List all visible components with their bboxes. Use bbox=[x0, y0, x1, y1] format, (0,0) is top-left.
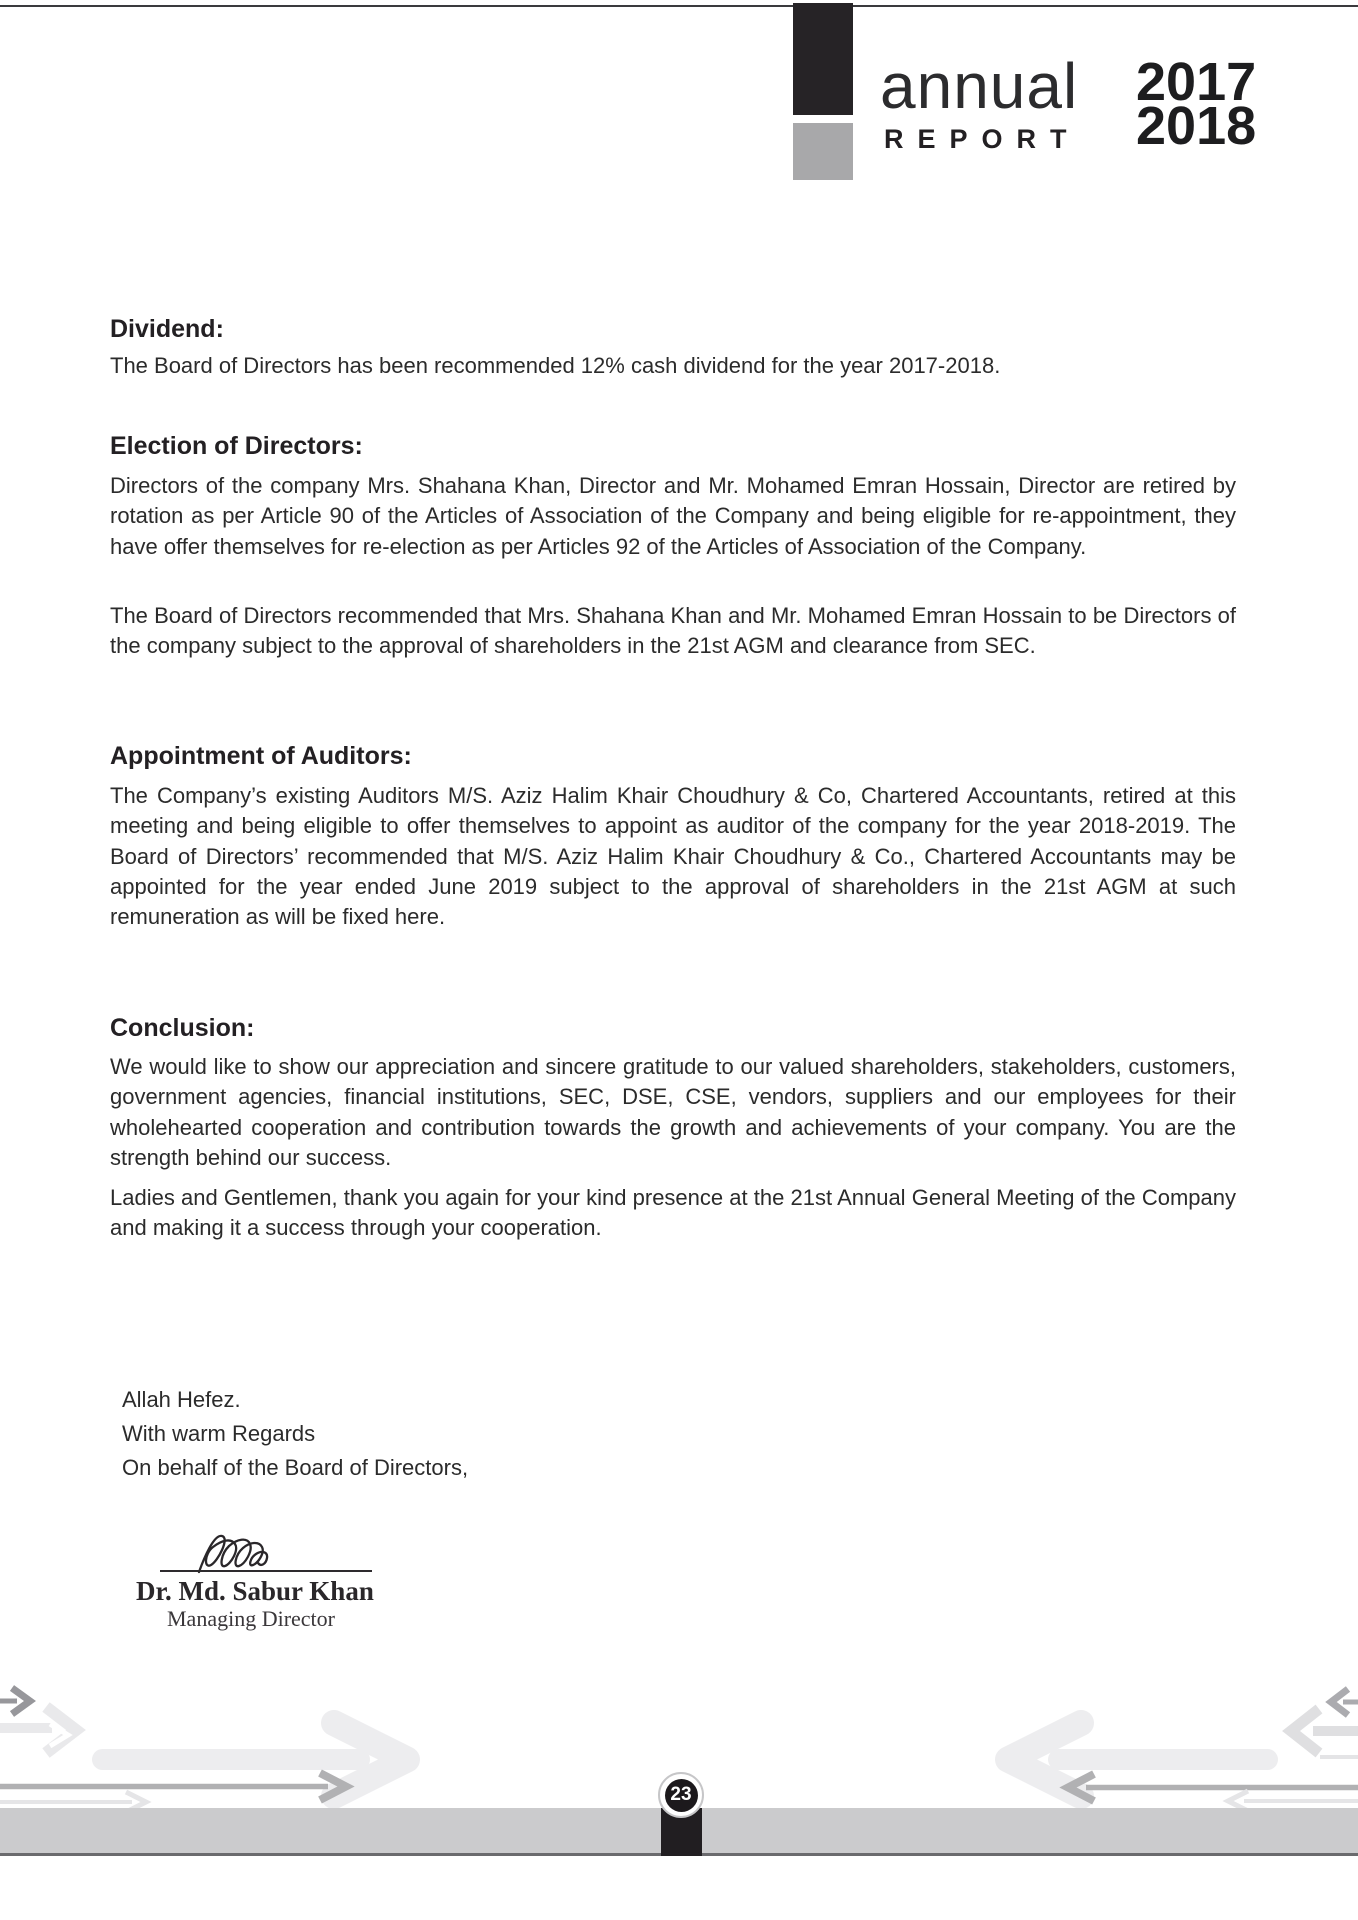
auditors-paragraph: The Company’s existing Auditors M/S. Aziz Halim Khair Choudhury & Co, Chartered Accountants, retired at this meeting and being eligible to offer themselves to appoint as auditor of the company for the year 2018-2019. The Board of Directors’ recommended that M/S. Aziz Halim Khair Choudhury & Co., Chartered Accountants may be appointed for the year ended June 2019 subject to the approval of shareholders in the 21st AGM at such remuneration as will be fixed here. bbox=[110, 783, 1236, 930]
logo-annual-text: annual bbox=[880, 50, 1079, 122]
closing-line-3: On behalf of the Board of Directors, bbox=[122, 1455, 469, 1480]
section-heading-dividend: Dividend: bbox=[110, 315, 224, 343]
logo-year-top: 2017 bbox=[1136, 52, 1257, 112]
header-black-block bbox=[793, 3, 853, 115]
closing-line-1: Allah Hefez. bbox=[122, 1387, 241, 1412]
logo-report-text: REPORT bbox=[884, 124, 1081, 154]
closing-block bbox=[122, 1383, 468, 1485]
election-paragraph-2: The Board of Directors recommended that Mrs. Shahana Khan and Mr. Mohamed Emran Hossain to be Directors of the company subject to the approval of shareholders in the 21st AGM and clearance from SEC. bbox=[110, 603, 1236, 659]
page-number-badge bbox=[658, 1772, 704, 1818]
signatory-name: Dr. Md. Sabur Khan bbox=[136, 1576, 374, 1606]
arrow-left-icon bbox=[1068, 1774, 1358, 1801]
section-heading-election: Election of Directors: bbox=[110, 432, 363, 460]
section-heading-conclusion: Conclusion: bbox=[110, 1014, 255, 1042]
arrow-right-icon bbox=[0, 1688, 30, 1714]
signature-rule bbox=[160, 1570, 372, 1572]
arrow-left-icon bbox=[1291, 1709, 1358, 1753]
header-rule bbox=[0, 5, 1358, 7]
conclusion-paragraph-1: We would like to show our appreciation and sincere gratitude to our valued shareholders, stakeholders, customers, government agencies, financial institutions, SEC, DSE, CSE, vendors, suppliers and our employees for their wholehearted cooperation and contribution towards the growth and achievements of your company. You are the strength behind our success. bbox=[110, 1054, 1236, 1170]
closing-line-2: With warm Regards bbox=[122, 1421, 316, 1446]
page-number: 23 bbox=[665, 1779, 698, 1812]
arrow-left-icon bbox=[1331, 1689, 1358, 1715]
arrow-right-icon bbox=[0, 1773, 346, 1800]
arrow-right-icon bbox=[0, 1707, 76, 1753]
election-paragraph-1: Directors of the company Mrs. Shahana Khan, Director and Mr. Mohamed Emran Hossain, Director are retired by rotation as per Article 90 of the Articles of Association of the Company and being eligible for re-appointment, they have offer themselves for re-election as per Articles 92 of the Articles of Association of the Company. bbox=[110, 473, 1236, 559]
conclusion-paragraph-2: Ladies and Gentlemen, thank you again for your kind presence at the 21st Annual General Meeting of the Company and making it a success through your cooperation. bbox=[110, 1185, 1236, 1241]
signatory-title: Managing Director bbox=[167, 1606, 335, 1631]
header-gray-block bbox=[793, 123, 853, 180]
logo-years bbox=[1136, 52, 1257, 156]
dividend-paragraph: The Board of Directors has been recommended 12% cash dividend for the year 2017-2018. bbox=[110, 353, 1001, 378]
logo-year-bottom: 2018 bbox=[1136, 96, 1257, 156]
section-heading-auditors: Appointment of Auditors: bbox=[110, 742, 412, 770]
